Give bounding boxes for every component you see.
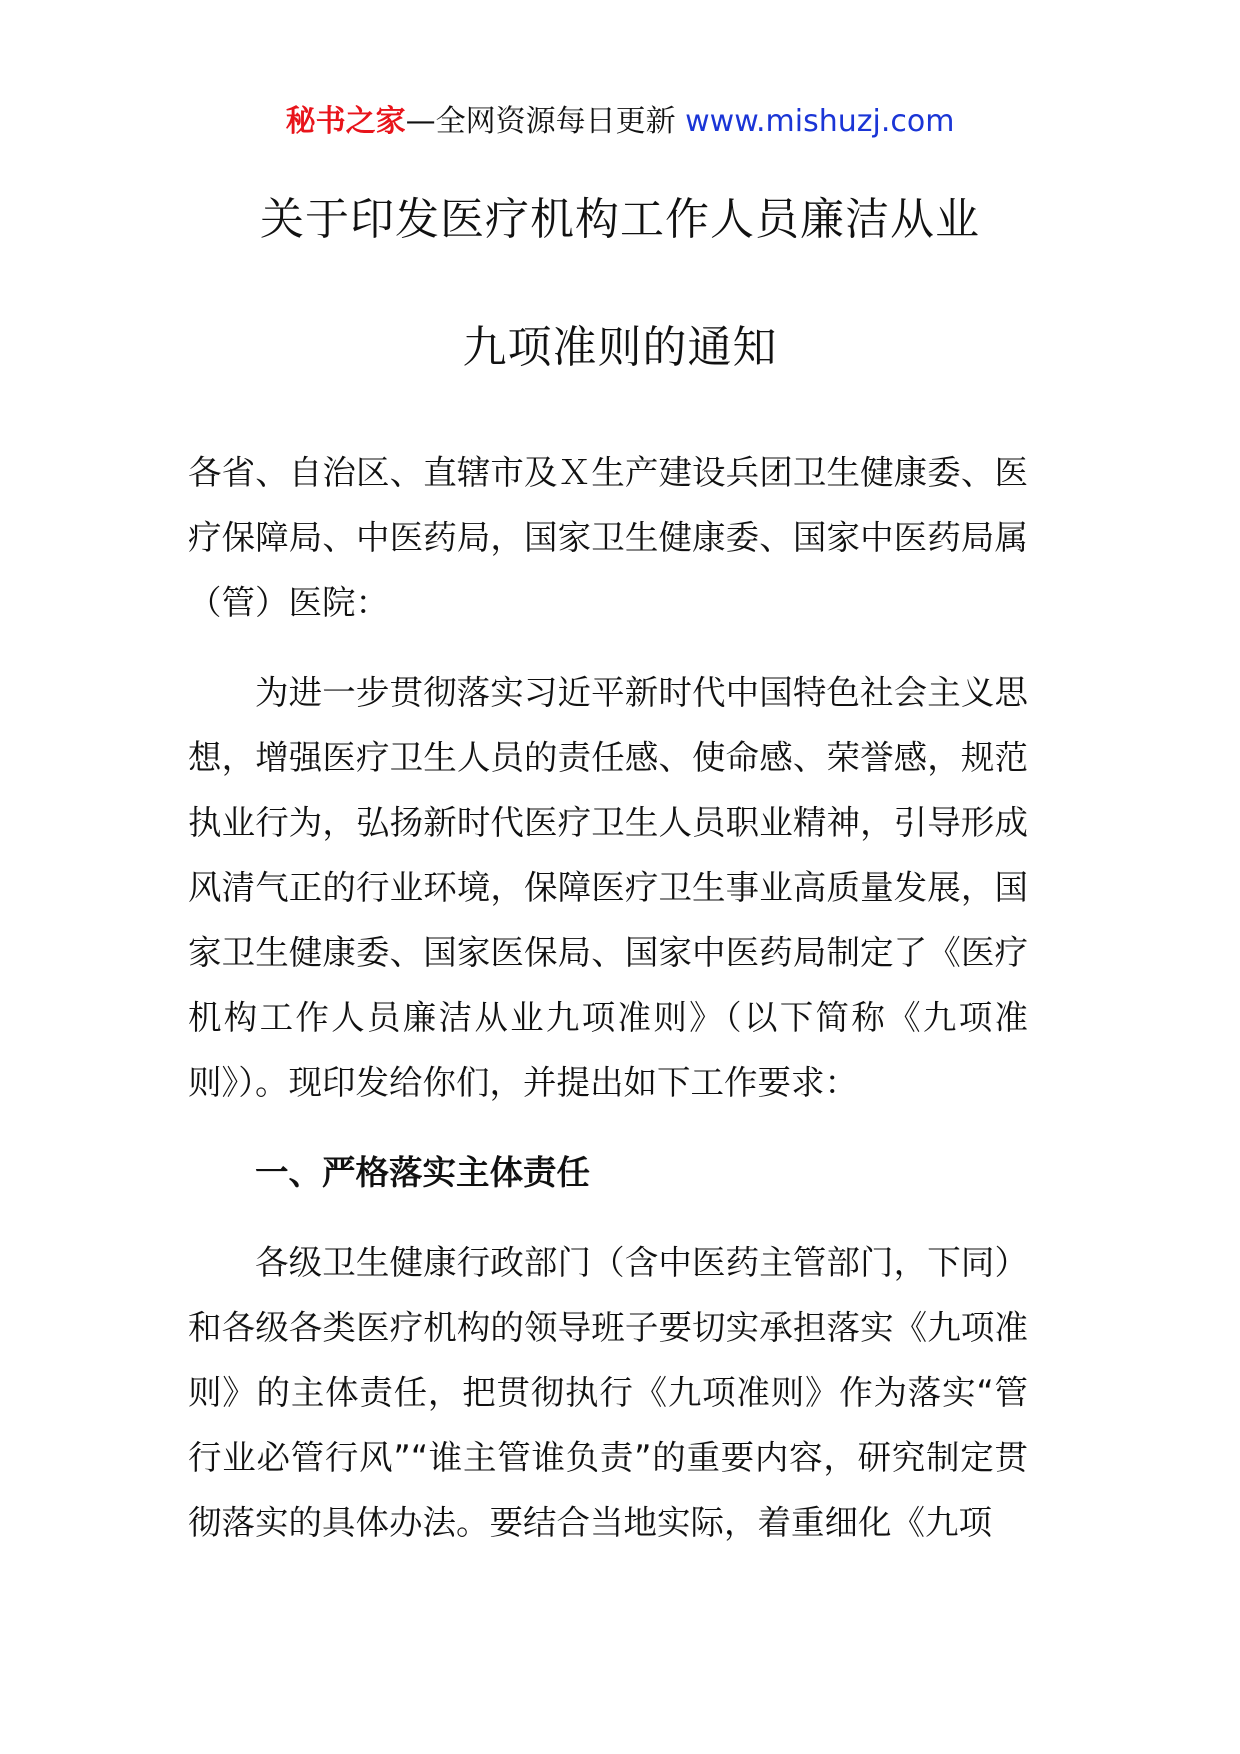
- brand-name: 秘书之家: [285, 104, 406, 139]
- body-paragraph-1: 为进一步贯彻落实习近平新时代中国特色社会主义思想，增强医疗卫生人员的责任感、使命感、荣誉感，规范执业行为，弘扬新时代医疗卫生人员职业精神，引导形成风清气正的行业环境，保障医疗卫生事业高质量发展，国家卫生健康委、国家医保局、国家中医药局制定了《医疗机构工作人员廉洁从业九项准则》（以下简称《九项准则》）。现印发给你们，并提出如下工作要求：: [188, 673, 1028, 1102]
- document-title-line-2: 九项准则的通知: [462, 322, 778, 373]
- addressee-paragraph: 各省、自治区、直辖市及Ｘ生产建设兵团卫生健康委、医疗保障局、中医药局，国家卫生健康委、国家中医药局属（管）医院：: [188, 453, 1028, 622]
- section-heading-1: 一、严格落实主体责任: [255, 1153, 590, 1192]
- document-title-line-1: 关于印发医疗机构工作人员廉洁从业: [260, 194, 980, 245]
- body-paragraph-2: 各级卫生健康行政部门（含中医药主管部门，下同）和各级各类医疗机构的领导班子要切实承担落实《九项准则》的主体责任，把贯彻执行《九项准则》作为落实“管行业必管行风”“谁主管谁负责”的重要内容，研究制定贯彻落实的具体办法。要结合当地实际，着重细化《九项: [188, 1243, 1028, 1542]
- site-url-link[interactable]: www.mishuzj.com: [685, 104, 955, 139]
- site-banner: [0, 100, 1240, 144]
- banner-slogan: —全网资源每日更新: [405, 104, 686, 139]
